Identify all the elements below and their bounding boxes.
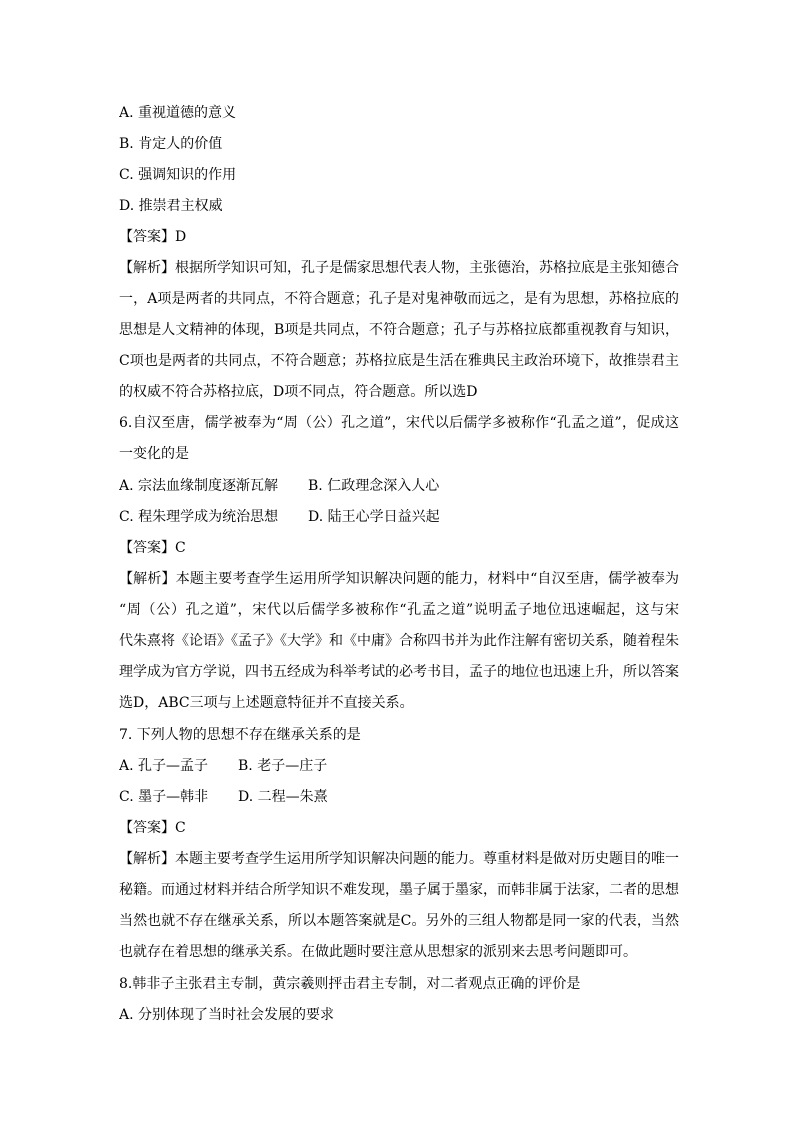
q5-option-a: A. 重视道德的意义	[119, 105, 237, 121]
q8-option-a: A. 分别体现了当时社会发展的要求	[119, 1007, 335, 1023]
q6-analysis-line: 【解析】本题主要考查学生运用所学知识解决问题的能力，材料中“自汉至唐，儒学被奉为	[119, 571, 679, 587]
q6-stem-line: 一变化的是	[119, 446, 189, 462]
q7-analysis-line: 【解析】本题主要考查学生运用所学知识解决问题的能力。尊重材料是做对历史题目的唯一	[119, 851, 679, 867]
q6-answer: 【答案】C	[119, 540, 186, 556]
q6-analysis-line: 选D，ABC三项与上述题意特征并不直接关系。	[119, 695, 414, 711]
q7-option-c: C. 墨子—韩非	[119, 789, 209, 805]
q7-option-b: B. 老子—庄子	[238, 758, 328, 774]
q6-option-c: C. 程朱理学成为统治思想	[119, 509, 279, 525]
q7-stem: 7. 下列人物的思想不存在继承关系的是	[119, 727, 361, 743]
q5-answer: 【答案】D	[119, 229, 187, 245]
q6-option-a: A. 宗法血缘制度逐渐瓦解	[119, 478, 279, 494]
q5-analysis-line: 一，A项是两者的共同点，不符合题意；孔子是对鬼神敬而远之，是有为思想，苏格拉底的	[119, 291, 679, 307]
q5-option-c: C. 强调知识的作用	[119, 167, 237, 183]
q5-analysis-line: 的权威不符合苏格拉底，D项不同点，符合题意。所以选D	[119, 384, 478, 400]
q7-analysis-line: 也就存在着思想的继承关系。在做此题时要注意从思想家的派别来去思考问题即可。	[119, 944, 637, 960]
q5-analysis-line: 【解析】根据所学知识可知，孔子是儒家思想代表人物，主张德治，苏格拉底是主张知德合	[119, 260, 679, 276]
q5-option-b: B. 肯定人的价值	[119, 136, 223, 152]
q5-option-d: D. 推崇君主权威	[119, 198, 223, 214]
q6-option-b: B. 仁政理念深入人心	[308, 478, 440, 494]
q6-stem-line: 6.自汉至唐，儒学被奉为“周（公）孔之道”，宋代以后儒学多被称作“孔孟之道”，促成这	[119, 415, 679, 431]
q7-option-d: D. 二程—朱熹	[238, 789, 328, 805]
q7-analysis-line: 当然也就不存在继承关系，所以本题答案就是C。另外的三组人物都是同一家的代表，当然	[119, 913, 679, 929]
q5-analysis-line: C项也是两者的共同点，不符合题意；苏格拉底是生活在雅典民主政治环境下，故推崇君主	[119, 353, 679, 369]
q7-option-a: A. 孔子—孟子	[119, 758, 209, 774]
q7-answer: 【答案】C	[119, 820, 186, 836]
q6-analysis-line: 代朱熹将《论语》《孟子》《大学》和《中庸》合称四书并为此作注解有密切关系，随着程朱	[119, 633, 679, 649]
q7-analysis-line: 秘籍。而通过材料并结合所学知识不难发现，墨子属于墨家，而韩非属于法家，二者的思想	[119, 882, 679, 898]
q6-analysis-line: “周（公）孔之道”，宋代以后儒学多被称作“孔孟之道”说明孟子地位迅速崛起，这与宋	[119, 602, 679, 618]
q8-stem: 8.韩非子主张君主专制，黄宗羲则抨击君主专制，对二者观点正确的评价是	[119, 976, 581, 992]
q6-analysis-line: 理学成为官方学说，四书五经成为科举考试的必考书目，孟子的地位也迅速上升，所以答案	[119, 664, 679, 680]
q5-analysis-line: 思想是人文精神的体现，B项是共同点，不符合题意；孔子与苏格拉底都重视教育与知识，	[119, 322, 679, 338]
q6-option-d: D. 陆王心学日益兴起	[308, 509, 440, 525]
